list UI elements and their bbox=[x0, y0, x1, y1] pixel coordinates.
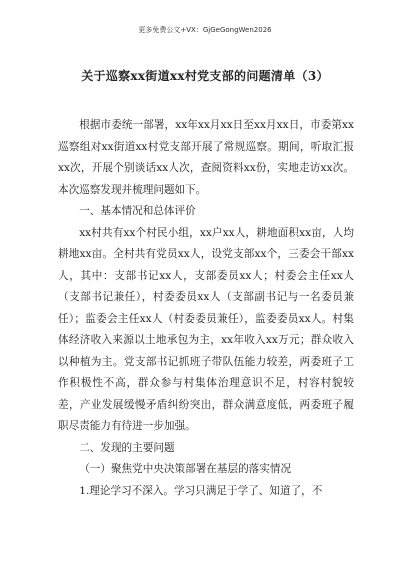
basic-info-paragraph: xx村共有xx个村民小组，xx户xx人，耕地面积xx亩，人均耕地xx亩。全村共有党员xx人，设党支部xx个，三委会干部xx人，其中：支部书记xx人，支部委员xx人；村委会主任xx人（支部书记兼任），村委委员xx人（支部副书记与一名委员兼任）；监委会主任xx人（村委委员兼任），监委委员xx人。村集体经济收入来源以土地承包为主，xx年收入xx万元；群众收入以种植为主。党支部书记抓班子带队伍能力较差，两委班子工作积极性不高，群众参与村集体治理意识不足，村容村貌较差，产业发展缓慢矛盾纠纷突出，群众满意度低，两委班子履职尽责能力有待进一步加强。 bbox=[58, 226, 354, 432]
issue-item-1: 1.理论学习不深入。学习只满足于学了、知道了，不 bbox=[79, 484, 323, 497]
section-heading-2: 二、发现的主要问题 bbox=[79, 441, 175, 454]
document-title: 关于巡察xx街道xx村党支部的问题清单（3） bbox=[81, 69, 329, 83]
document-body bbox=[58, 115, 354, 502]
intro-paragraph: 根据市委统一部署，xx年xx月xx日至xx月xx日，市委第xx巡察组对xx街道xx村党支部开展了常规巡察。期间，听取汇报xx次，开展个别谈话xx人次，查阅资料xx份，实地走访xx次。本次巡察发现并梳理问题如下。 bbox=[58, 119, 354, 196]
subsection-heading-1: （一）聚焦党中央决策部署在基层的落实情况 bbox=[79, 463, 292, 475]
section-heading-1: 一、基本情况和总体评价 bbox=[79, 205, 196, 217]
page-header: 更多免费公文+VX：GjGeGongWen2026 bbox=[138, 26, 272, 34]
